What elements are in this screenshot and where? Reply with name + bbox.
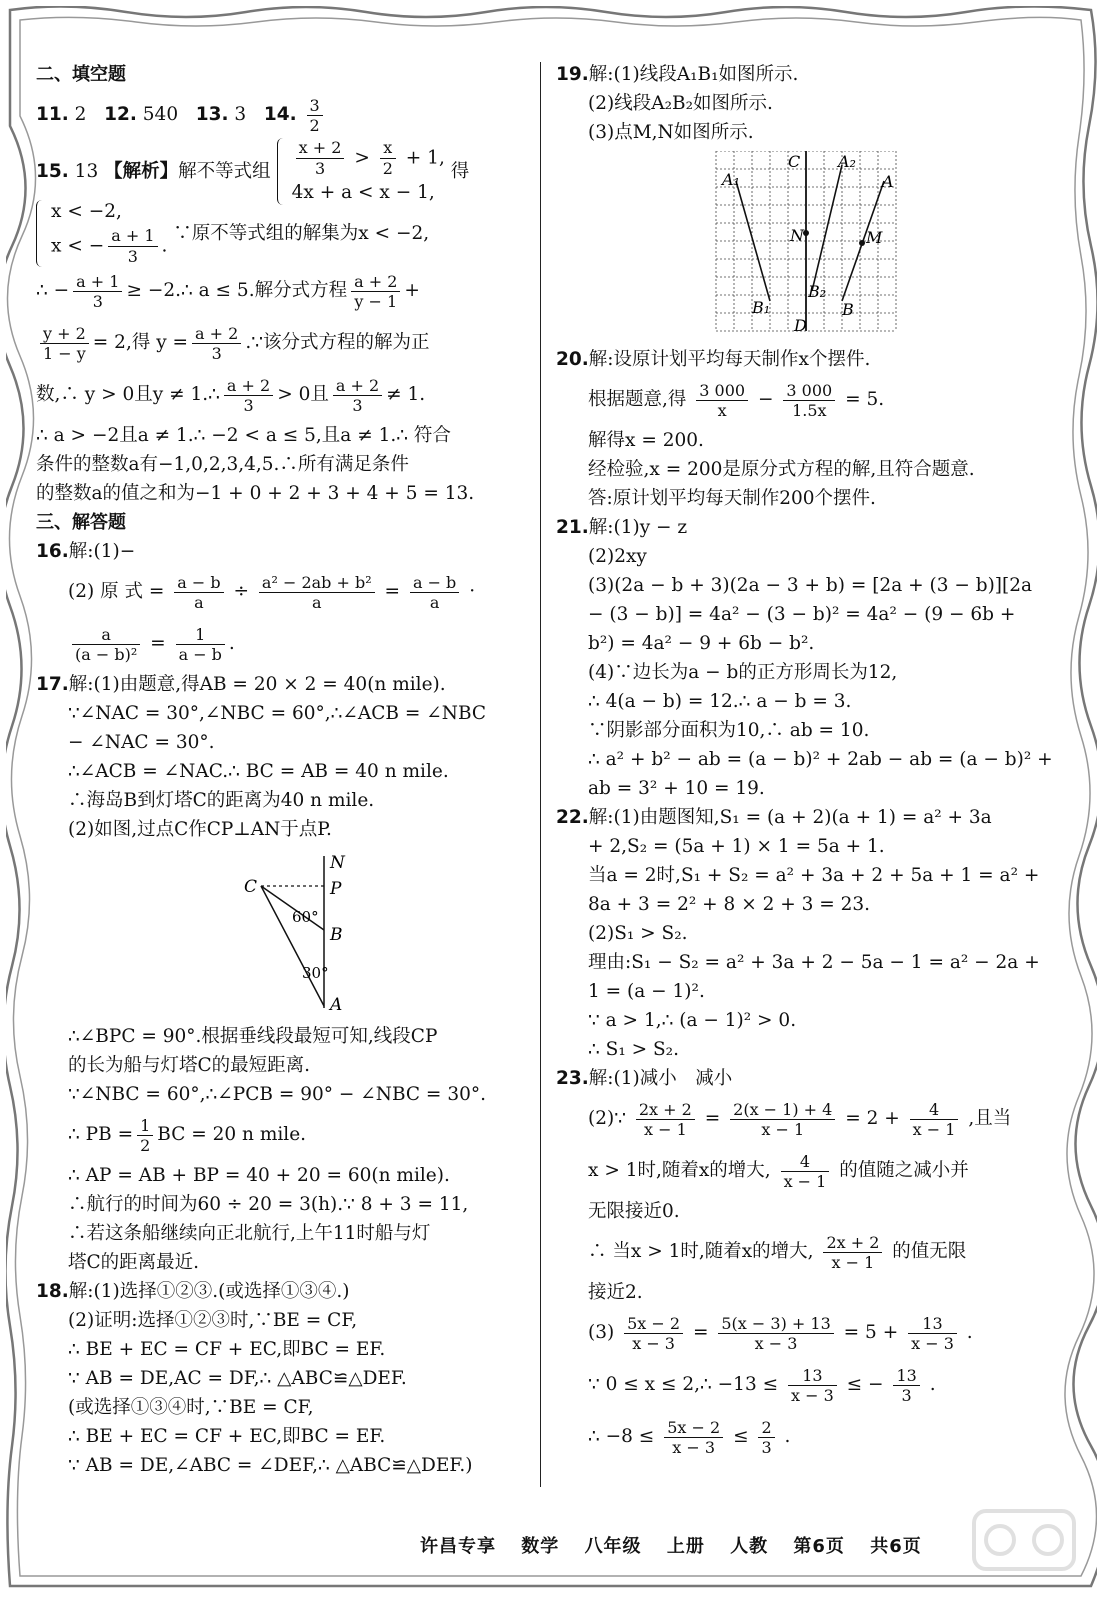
watermark-logo-icon: [970, 1505, 1080, 1575]
q23-line9: ∴ −8 ≤ $\frac{5x - 2}{x - 3}$ ≤ $\frac{2}{3}$ .: [588, 1417, 791, 1457]
q12-number: 12.: [104, 104, 137, 125]
fig19-label-b: B: [842, 300, 854, 319]
section-solve-title: 三、解答题: [36, 512, 126, 533]
q15-answer: 13: [74, 160, 99, 182]
q22-line4: 8a + 3 = 2² + 8 × 2 + 3 = 23.: [588, 894, 871, 915]
section-fill-in-title: 二、填空题: [36, 64, 126, 85]
q15-line8: 的整数a的值之和为−1 + 0 + 2 + 3 + 4 + 5 = 13.: [36, 483, 475, 504]
q22-line7: 1 = (a − 1)².: [588, 981, 705, 1002]
q17-number: 17.: [36, 674, 69, 695]
q22-line9: ∴ S₁ > S₂.: [588, 1039, 679, 1060]
footer-grade: 八年级: [584, 1536, 642, 1557]
q11-answer: 2: [74, 104, 87, 125]
q15-number: 15.: [36, 160, 69, 182]
q22-line1: 22.解:(1)由题图知,S₁ = (a + 2)(a + 1) = a² + 3a: [556, 807, 992, 828]
footer-total-pages: 共6页: [870, 1536, 922, 1557]
fig19-label-d: D: [794, 316, 807, 335]
q21-line4: − (3 − b)] = 4a² − (3 − b)² = 4a² − (9 − 6b +: [588, 604, 1016, 625]
fig17-label-c: C: [244, 877, 258, 897]
q17-line11: ∴ AP = AB + BP = 40 + 20 = 60(n mile).: [68, 1165, 450, 1186]
q15-line6: ∴ a > −2且a ≠ 1.∴ −2 < a ≤ 5,且a ≠ 1.∴ 符合: [36, 425, 451, 446]
q23-line7: (3) $\frac{5x - 2}{x - 3}$ = $\frac{5(x - 3) + 13}{x - 3}$ = 5 + $\frac{13}{x - 3}$ .: [588, 1313, 973, 1353]
q15-line3: ∴ − $\frac{a + 1}{3}$ ≥ −2.∴ a ≤ 5.解分式方程 $\frac{a + 2}{y - 1}$ +: [36, 271, 420, 311]
fig19-label-a1: A₁: [722, 170, 740, 189]
fig17-label-a: A: [330, 995, 343, 1015]
q13-answer: 3: [234, 104, 247, 125]
right-column: [556, 60, 1056, 1463]
q16-line3: $\frac{a}{\text{(a − b)²}}$ = $\frac{1}{a - b}$ .: [36, 618, 534, 670]
q17-line5: ∴海岛B到灯塔C的距离为40 n mile.: [68, 790, 375, 811]
q21-line3: (3)(2a − b + 3)(2a − 3 + b) = [2a + (3 − b)][2a: [588, 575, 1033, 596]
q16-line1: 16.解:(1)−: [36, 541, 136, 562]
q18-line3: ∴ BE + EC = CF + EC,即BC = EF.: [68, 1339, 386, 1360]
q21-line2: (2)2xy: [588, 546, 647, 567]
column-divider: [540, 62, 541, 1487]
q11-number: 11.: [36, 104, 69, 125]
q22-line8: ∵ a > 1,∴ (a − 1)² > 0.: [588, 1010, 797, 1031]
q21-line7: ∴ 4(a − b) = 12.∴ a − b = 3.: [588, 691, 852, 712]
fig19-label-a: A: [882, 172, 894, 191]
q13-number: 13.: [195, 104, 229, 125]
fig19-label-a2: A₂: [838, 152, 856, 171]
q17-line9: ∵∠NBC = 60°,∴∠PCB = 90° − ∠NBC = 30°.: [68, 1084, 486, 1105]
q17-line12: ∴航行的时间为60 ÷ 20 = 3(h).∵ 8 + 3 = 11,: [68, 1194, 469, 1215]
q22-number: 22.: [556, 807, 589, 828]
q16-line2: (2) 原 式 = $\frac{a - b}{a}$ ÷ $\frac{\text{a² − 2ab + b²}}{a}$ = $\frac{a - b}{a}$ ·: [68, 572, 476, 612]
q14-number: 14.: [263, 104, 297, 125]
q18-line1: 18.解:(1)选择①②③.(或选择①③④.): [36, 1281, 350, 1302]
q17-line2: ∵∠NAC = 30°,∠NBC = 60°,∴∠ACB = ∠NBC: [68, 703, 487, 724]
q17-line3: − ∠NAC = 30°.: [68, 732, 215, 753]
q18-line2: (2)证明:选择①②③时,∵BE = CF,: [68, 1310, 358, 1331]
q17-line14: 塔C的距离最近.: [68, 1252, 200, 1273]
q12-answer: 540: [142, 104, 179, 125]
q23-line2: (2)∵ $\frac{2x + 2}{x - 1}$ = $\frac{2(x - 1) + 4}{x - 1}$ = 2 + $\frac{4}{x - 1}$ ,且当: [588, 1099, 1012, 1139]
q18-line4: ∵ AB = DE,AC = DF,∴ △ABC≌△DEF.: [68, 1368, 407, 1389]
footer-volume: 上册: [666, 1536, 705, 1557]
q23-line3: x > 1时,随着x的增大, $\frac{4}{x - 1}$ 的值随之减小并: [588, 1151, 969, 1191]
q17-figure: [36, 848, 516, 1018]
q22-line2: + 2,S₂ = (5a + 1) × 1 = 5a + 1.: [588, 836, 885, 857]
q15-text3: ∵原不等式组的解集为x < −2,: [173, 222, 430, 244]
fig17-label-p: P: [330, 879, 342, 899]
fig17-label-n: N: [330, 853, 345, 873]
q22-line6: 理由:S₁ − S₂ = a² + 3a + 2 − 5a − 1 = a² − 2a +: [588, 952, 1040, 973]
q23-line4: 无限接近0.: [588, 1201, 680, 1222]
left-column: [36, 60, 534, 1480]
footer-edition: 人教: [730, 1536, 769, 1557]
q17-line7: ∴∠BPC = 90°.根据垂线段最短可知,线段CP: [68, 1026, 438, 1047]
q15-inequality-system: $\frac{x + 2}{3}$ > $\frac{x}{2}$ + 1, 4x + a < x − 1,: [277, 138, 445, 205]
q15-line7: 条件的整数a有−1,0,2,3,4,5.∴所有满足条件: [36, 454, 409, 475]
q20-number: 20.: [556, 349, 589, 370]
fig19-label-c: C: [788, 152, 801, 171]
q23-line5: ∴ 当x > 1时,随着x的增大, $\frac{2x + 2}{x - 1}$ 的值无限: [588, 1232, 967, 1272]
q19-line3: (3)点M,N如图所示.: [588, 122, 754, 143]
q18-number: 18.: [36, 1281, 69, 1302]
q15-line5: 数,∴ y > 0且y ≠ 1.∴ $\frac{a + 2}{3}$ > 0且 $\frac{a + 2}{3}$ ≠ 1.: [36, 375, 426, 415]
q18-line6: ∴ BE + EC = CF + EC,即BC = EF.: [68, 1426, 386, 1447]
q21-line6: (4)∵边长为a − b的正方形周长为12,: [588, 662, 898, 683]
q17-line13: ∴若这条船继续向正北航行,上午11时船与灯: [68, 1223, 431, 1244]
q15-line2: [36, 201, 534, 265]
q15-text: 解不等式组: [178, 160, 271, 182]
q20-line4: 经检验,x = 200是原分式方程的解,且符合题意.: [588, 459, 975, 480]
q15-analysis-tag: 【解析】: [104, 160, 179, 182]
q23-line1: 23.解:(1)减小 减小: [556, 1068, 733, 1089]
q15-text2: 得: [450, 160, 470, 182]
q21-line9: ∴ a² + b² − ab = (a − b)² + 2ab − ab = (a − b)² +: [588, 749, 1053, 770]
q17-line1: 17.解:(1)由题意,得AB = 20 × 2 = 40(n mile).: [36, 674, 446, 695]
footer-brand: 许昌专享: [420, 1536, 496, 1557]
q21-line1: 21.解:(1)y − z: [556, 517, 688, 538]
page-footer: [420, 1532, 940, 1558]
footer-page: 第6页: [793, 1536, 845, 1557]
q19-line2: (2)线段A₂B₂如图所示.: [588, 93, 773, 114]
q21-line10: ab = 3² + 10 = 19.: [588, 778, 765, 799]
q23-line8: ∵ 0 ≤ x ≤ 2,∴ −13 ≤ $\frac{13}{x - 3}$ ≤ − $\frac{13}{3}$ .: [588, 1365, 936, 1405]
q22-line3: 当a = 2时,S₁ + S₂ = a² + 3a + 2 + 5a + 1 = a² +: [588, 865, 1040, 886]
fig19-label-n: N: [790, 226, 804, 245]
q17-line4: ∴∠ACB = ∠NAC.∴ BC = AB = 40 n mile.: [68, 761, 449, 782]
fig19-label-m: M: [866, 228, 883, 247]
fig19-label-b2: B₂: [808, 282, 827, 301]
q22-line5: (2)S₁ > S₂.: [588, 923, 688, 944]
fig17-angle-30: 30°: [302, 964, 329, 982]
q15-solution-system: x < −2, x < − $\frac{a + 1}{3}$ .: [36, 200, 167, 267]
q21-line8: ∵阴影部分面积为10,∴ ab = 10.: [588, 720, 870, 741]
q19-grid-figure: [556, 151, 1056, 341]
q19-line1: 19.解:(1)线段A₁B₁如图所示.: [556, 64, 799, 85]
q11-14-answers: [36, 89, 534, 141]
q17-line8: 的长为船与灯塔C的最短距离.: [68, 1055, 311, 1076]
q15-line1: [36, 137, 534, 203]
q17-line10: ∴ PB = $\frac{1}{2}$ BC = 20 n mile.: [68, 1115, 307, 1155]
q14-fraction: $\frac{3}{2}$: [307, 96, 323, 135]
q20-line3: 解得x = 200.: [588, 430, 704, 451]
q23-number: 23.: [556, 1068, 589, 1089]
footer-subject: 数学: [521, 1536, 560, 1557]
q20-line2: 根据题意,得 $\frac{3 000}{x}$ − $\frac{3 000}{1.5x}$ = 5.: [588, 380, 885, 420]
q16-number: 16.: [36, 541, 69, 562]
q17-line6: (2)如图,过点C作CP⊥AN于点P.: [68, 819, 332, 840]
q21-line5: b²) = 4a² − 9 + 6b − b².: [588, 633, 815, 654]
q19-segment-a2b2: [812, 165, 842, 291]
q21-number: 21.: [556, 517, 589, 538]
q20-line1: 20.解:设原计划平均每天制作x个摆件.: [556, 349, 871, 370]
fig17-label-b: B: [330, 925, 343, 945]
fig19-label-b1: B₁: [752, 298, 771, 317]
fig17-angle-60: 60°: [292, 908, 319, 926]
q23-line6: 接近2.: [588, 1282, 643, 1303]
q18-line5: (或选择①③④时,∵BE = CF,: [68, 1397, 314, 1418]
q18-line7: ∵ AB = DE,∠ABC = ∠DEF,∴ △ABC≌△DEF.): [68, 1455, 473, 1476]
q20-line5: 答:原计划平均每天制作200个摆件.: [588, 488, 876, 509]
q15-line4: $\frac{y + 2}{1 - y}$ = 2,得 y = $\frac{a + 2}{3}$ .∵该分式方程的解为正: [36, 317, 534, 369]
q19-number: 19.: [556, 64, 589, 85]
